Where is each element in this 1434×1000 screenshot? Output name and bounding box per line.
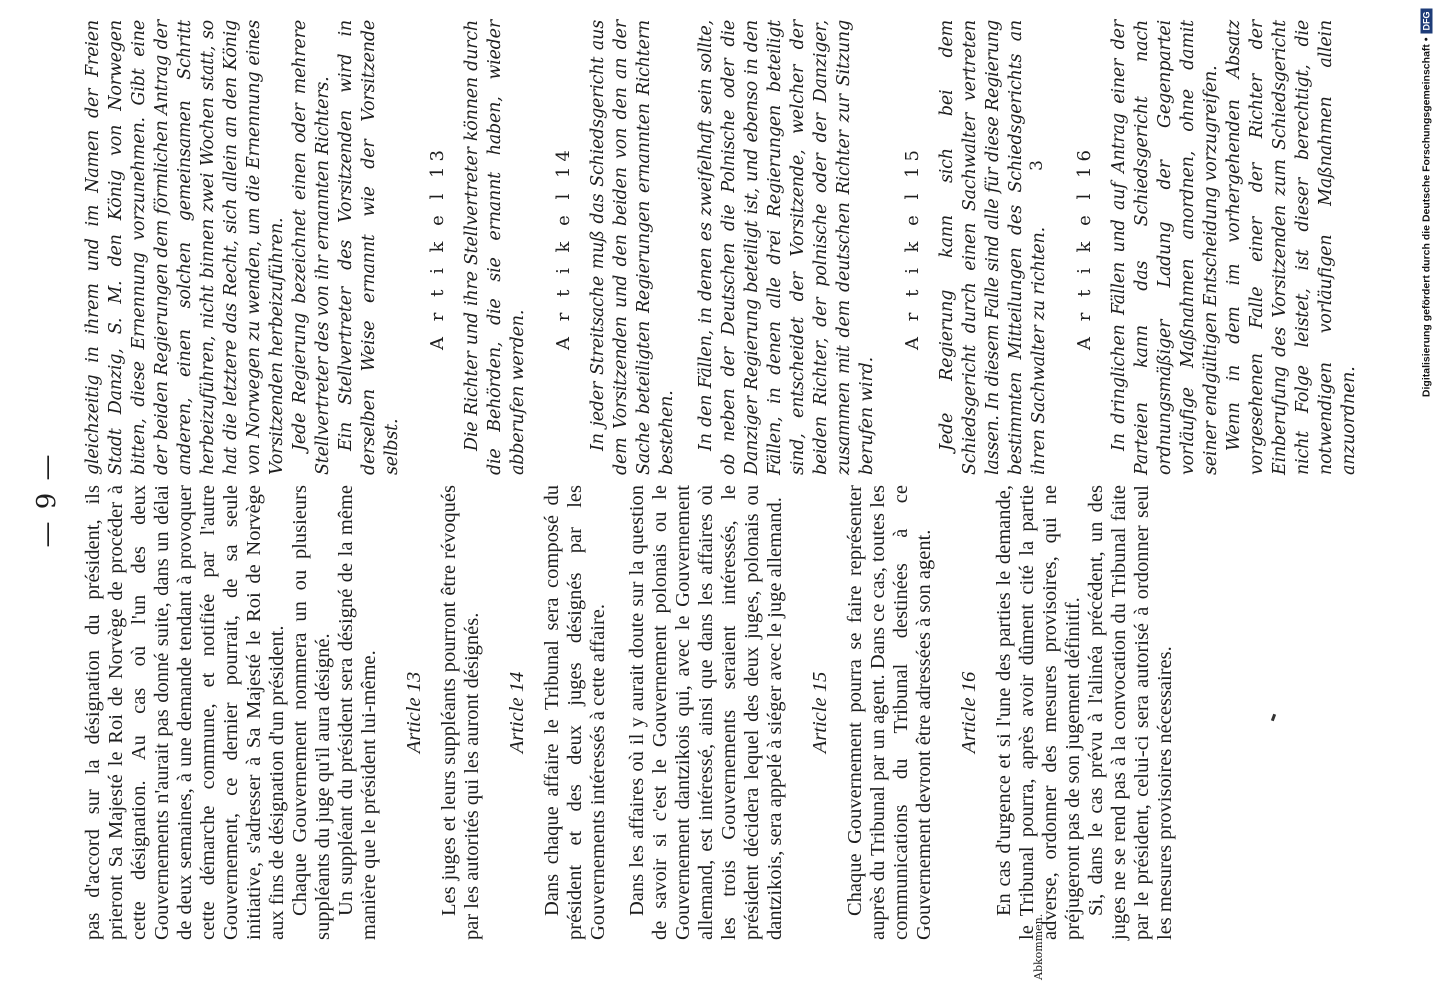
paragraph: In dringlichen Fällen und auf Antrag einer der Parteien kann das Schiedsgericht nach ordnungsmäßiger Ladung der Gegenpartei vorläufige Maßnahmen anordnen, ohne damit seiner endgültigen Entscheidung vorzugreifen. xyxy=(1109,20,1221,475)
french-column xyxy=(82,485,1177,940)
paragraph: Un suppléant du président sera désigné de la même manière que le président lui-même. xyxy=(335,485,380,940)
paragraph: Si, dans le cas prévu à l'alinéa précédent, un des juges ne se rend pas à la convocation du Tribunal faite par le président, celui-ci sera autorisé à ordonner seul les mesures provisoires nécessaires. xyxy=(1085,485,1176,940)
digitization-credit xyxy=(1416,8,1434,398)
article-heading: A r t i k e l 13 xyxy=(427,145,448,350)
paragraph: En cas d'urgence et si l'une des parties le demande, le Tribunal pourra, après avoir dûment cité la partie adverse, ordonner des mesures provisoires, qui ne préjugeront pas de son jugement définitif. xyxy=(993,485,1084,940)
paragraph: Dans chaque affaire le Tribunal sera composé du président et des deux juges désignés par les Gouvernements intéressés à cette affaire. xyxy=(541,485,609,940)
paragraph: pas d'accord sur la désignation du président, ils prieront Sa Majesté le Roi de Norvège de procéder à cette désignation. Au cas où l'un des deux Gouvernements n'aurait pas donné suite, dans un délai de deux semaines, à une demande tendant à provoquer cette démarche commune, et notifiée par l'autre Gouvernement, ce dernier pourrait, de sa seule initiative, s'adresser à Sa Majesté le Roi de Norvège aux fins de désignation d'un président. xyxy=(82,485,288,940)
paragraph: Jede Regierung bezeichnet einen oder mehrere Stellvertreter des von ihr ernannten Richters. xyxy=(290,20,333,475)
paragraph: Les juges et leurs suppléants pourront être révoqués par les autorités qui les auront désignés. xyxy=(438,485,483,940)
document-page xyxy=(22,20,1359,980)
page-number: 3 xyxy=(1027,160,1047,171)
credit-text: Digitalisierung gefördert durch die Deutsche Forschungsgemeinschaft • xyxy=(1420,37,1433,398)
german-column xyxy=(82,20,1361,475)
dfg-logo: DFG xyxy=(1421,9,1433,34)
paragraph: Chaque Gouvernement pourra se faire représenter auprès du Tribunal par un agent. Dans ce cas, toutes les communications du Tribunal destinées à ce Gouvernement devront être adressées à son agent. xyxy=(844,485,935,940)
article-heading: A r t i k e l 15 xyxy=(902,145,923,350)
paragraph: Dans les affaires où il y aurait doute sur la question de savoir si c'est le Gouvernement polonais ou le Gouvernement dantzikois qui, avec le Gouvernement allemand, est intéressé, ainsi que dans les affaires où les trois Gouvernements seraient intéressés, le président décidera lequel des deux juges, polonais ou dantzikois, sera appelé à siéger avec le juge allemand. xyxy=(626,485,786,940)
paragraph: Die Richter und ihre Stellvertreter können durch die Behörden, die sie ernannt haben, wieder abberufen werden. xyxy=(462,20,528,475)
article-heading: Article 15 xyxy=(809,671,831,754)
paragraph: In jeder Streitsache muß das Schiedsgericht aus dem Vorsitzenden und den beiden von den an der Sache beteiligten Regierungen ernannten Richtern bestehen. xyxy=(588,20,677,475)
article-heading: Article 14 xyxy=(506,671,528,754)
paragraph: Jede Regierung kann sich bei dem Schiedsgericht durch einen Sachwalter vertreten lassen. In diesem Falle sind alle für diese Regierung bestimmten Mitteilungen des Schiedsgerichts an ihren Sachwalter zu richten. xyxy=(937,20,1049,475)
paragraph: Ein Stellvertreter des Vorsitzenden wird in derselben Weise ernannt wie der Vorsitzende selbst. xyxy=(336,20,402,475)
article-heading: A r t i k e l 14 xyxy=(553,145,574,350)
article-heading: Article 16 xyxy=(958,671,980,754)
article-heading: A r t i k e l 16 xyxy=(1074,145,1095,350)
scan-speck xyxy=(1271,714,1276,722)
footnote-marker: Abkommen. xyxy=(1032,913,1045,980)
paragraph: Wenn in dem im vorhergehenden Absatz vorgesehenen Falle einer der Richter der Einberufung des Vorsitzenden zum Schiedsgericht nicht Folge leistet, ist dieser berechtigt, die notwendigen vorläufigen Maßnahmen allein anzuordnen. xyxy=(1224,20,1359,475)
article-heading: Article 13 xyxy=(403,671,425,754)
paragraph: Chaque Gouvernement nommera un ou plusieurs suppléants du juge qu'il aura désigné. xyxy=(289,485,334,940)
paragraph: gleichzeitig in ihrem und im Namen der Freien Stadt Danzig, S. M. den König von Norwegen bitten, diese Ernennung vorzunehmen. Gibt eine der beiden Regierungen dem förmlichen Antrag der anderen, einen solchen gemeinsamen Schritt herbeizuführen, nicht binnen zwei Wochen statt, so hat die letztere das Recht, sich allein an den König von Norwegen zu wenden, um die Ernennung eines Vorsitzenden herbeizuführen. xyxy=(83,20,287,475)
running-head: — 9 — xyxy=(32,452,62,548)
paragraph: In den Fällen, in denen es zweifelhaft sein sollte, ob neben der Deutschen die Polnische oder die Danziger Regierung beteiligt ist, und ebenso in den Fällen, in denen alle drei Regierungen beteiligt sind, entscheidet der Vorsitzende, welcher der beiden Richter, der polnische oder der Danziger, zusammen mit dem deutschen Richter zur Sitzung berufen wird. xyxy=(696,20,877,475)
